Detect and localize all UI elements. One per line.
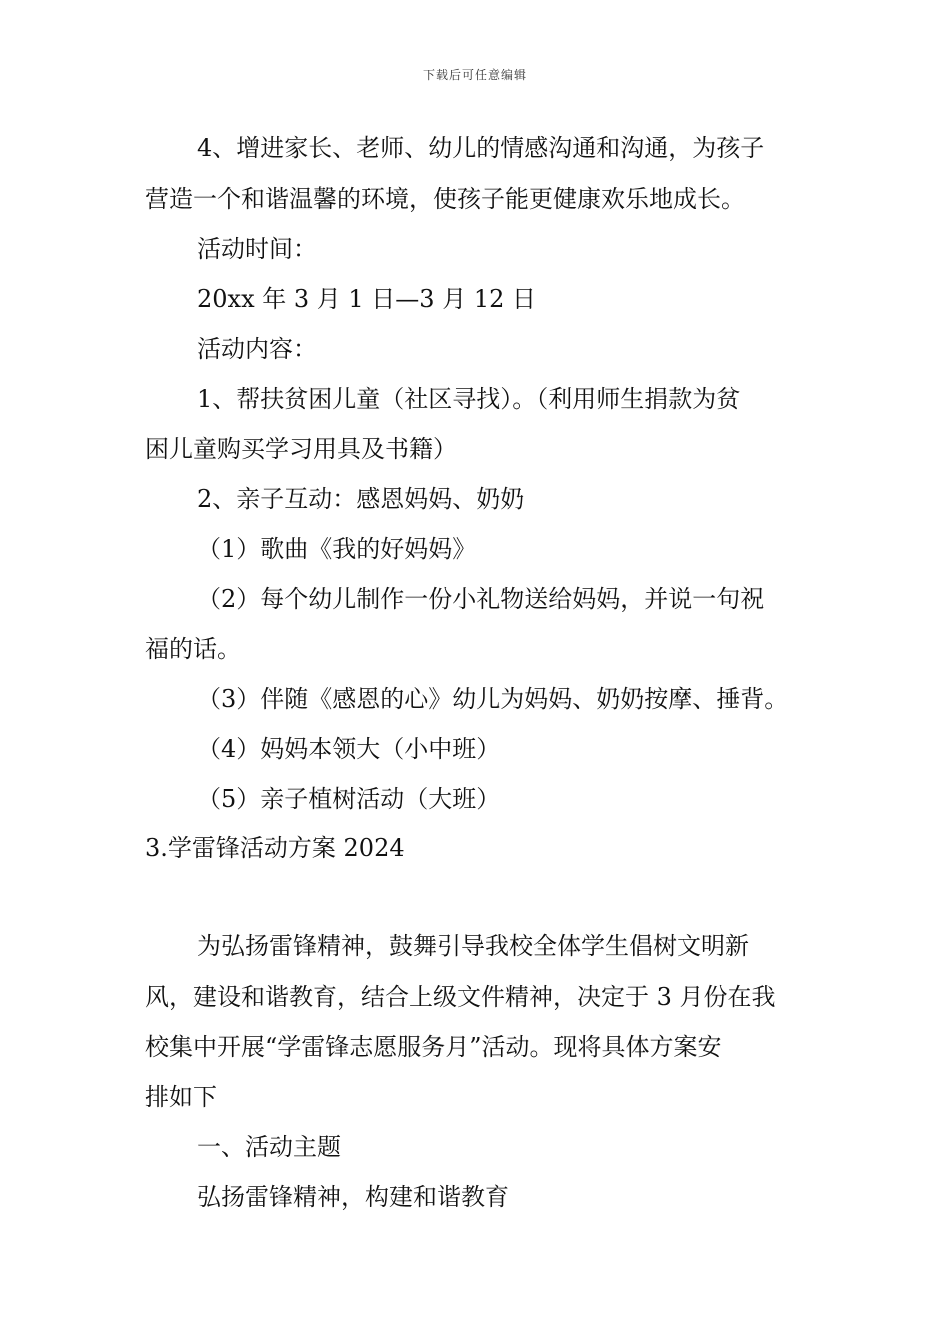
paragraph-line: 福的话。 — [145, 635, 241, 663]
section-heading: 3.学雷锋活动方案 2024 — [145, 834, 405, 862]
list-item: 2、亲子互动：感恩妈妈、奶奶 — [197, 485, 525, 513]
paragraph-line: 校集中开展“学雷锋志愿服务月”活动。现将具体方案安 — [145, 1033, 722, 1061]
header-note: 下载后可任意编辑 — [422, 68, 527, 82]
paragraph-line: 为弘扬雷锋精神，鼓舞引导我校全体学生倡树文明新 — [197, 932, 749, 960]
list-item: （4）妈妈本领大（小中班） — [197, 735, 501, 763]
date-range: 20xx 年 3 月 1 日—3 月 12 日 — [197, 285, 536, 313]
list-item: （1）歌曲《我的好妈妈》 — [197, 535, 477, 563]
paragraph-line: 排如下 — [145, 1083, 217, 1111]
paragraph-line: 弘扬雷锋精神，构建和谐教育 — [197, 1183, 509, 1211]
section-label: 一、活动主题 — [197, 1133, 341, 1161]
list-item: （3）伴随《感恩的心》幼儿为妈妈、奶奶按摩、捶背。 — [197, 685, 789, 713]
list-item: （2）每个幼儿制作一份小礼物送给妈妈，并说一句祝 — [197, 585, 765, 613]
list-item: （5）亲子植树活动（大班） — [197, 785, 501, 813]
section-label: 活动时间： — [197, 235, 317, 263]
paragraph-line: 困儿童购买学习用具及书籍） — [145, 435, 457, 463]
section-label: 活动内容： — [197, 335, 317, 363]
paragraph-line: 营造一个和谐温馨的环境，使孩子能更健康欢乐地成长。 — [145, 185, 745, 213]
paragraph-line: 1、帮扶贫困儿童（社区寻找）。（利用师生捐款为贫 — [197, 385, 741, 413]
paragraph-line: 4、增进家长、老师、幼儿的情感沟通和沟通，为孩子 — [197, 134, 765, 162]
paragraph-line: 风，建设和谐教育，结合上级文件精神，决定于 3 月份在我 — [145, 983, 776, 1011]
